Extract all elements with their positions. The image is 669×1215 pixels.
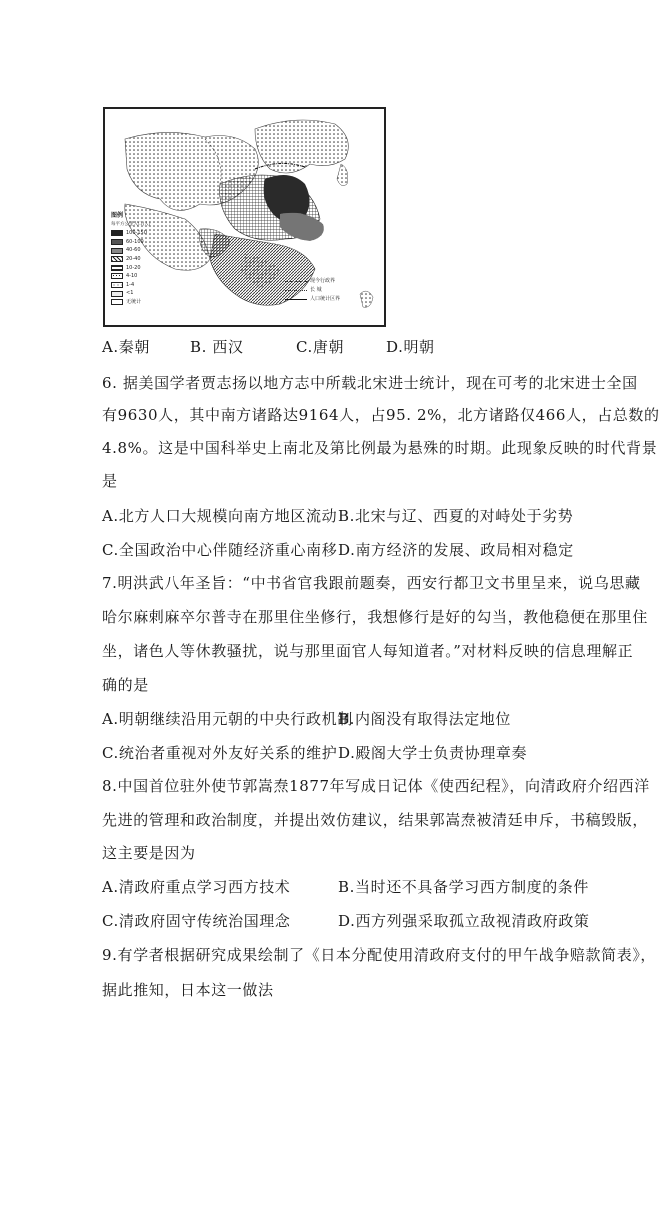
q7-stem-line: 确的是 [102,676,149,694]
q8-stem-line: 8.中国首位驻外使节郭嵩焘1877年写成日记体《使西纪程》，向清政府介绍西洋 [102,777,650,795]
legend-label: 4-10 [126,273,138,280]
q8-option-a: A.清政府重点学习西方技术 [102,878,291,896]
q5-option-a: A.秦朝 [102,338,151,356]
q9-stem-line: 9.有学者根据研究成果绘制了《日本分配使用清政府支付的甲午战争赔款简表》， [102,946,657,964]
legend-label: 20-40 [126,255,141,262]
q7-option-d: D.殿阁大学士负责协理章奏 [338,744,528,762]
q7-stem-line: 哈尔麻剌麻卒尔普寺在那里住坐修行，我想修行是好的勾当，教他稳便在那里住 [102,608,649,626]
legend-row [111,298,181,307]
legend-row [111,281,181,290]
q5-option-d: D.明朝 [386,338,435,356]
legend-label: 1-4 [126,281,135,288]
boundary-legend [285,277,380,304]
boundary-legend-label: 人口统计区界 [310,296,341,302]
population-density-map [103,107,386,327]
boundary-legend-row [285,295,380,304]
legend-label: 40-60 [126,247,141,254]
q6-stem-line: 6. 据美国学者贾志扬以地方志中所载北宋进士统计，现在可考的北宋进士全国 [102,374,638,392]
boundary-legend-label: 长 城 [310,287,322,293]
legend-subtitle: 每平方公里人口(人) [111,221,151,227]
q7-stem-line: 坐，诸色人等休教骚扰，说与那里面官人每知道者。”对材料反映的信息理解正 [102,642,634,660]
q7-option-b: B.内阁没有取得法定地位 [338,710,511,728]
q6-option-b: B.北宋与辽、西夏的对峙处于劣势 [338,507,574,525]
q7-stem-line: 7.明洪武八年圣旨：“中书省官我跟前题奏，西安行都卫文书里呈来，说乌思藏 [102,574,641,592]
q6-option-c: C.全国政治中心伴随经济重心南移 [102,541,338,559]
legend-row [111,246,181,255]
q5-option-c: C.唐朝 [296,338,345,356]
q8-stem-line: 先进的管理和政治制度，并提出效仿建议，结果郭嵩焘被清廷申斥，书稿毁版， [102,811,649,829]
q8-option-d: D.西方列强采取孤立敌视清政府政策 [338,912,590,930]
legend-label: 无统计 [126,298,142,305]
boundary-legend-row [285,277,380,286]
q6-stem-line: 有9630人，其中南方诸路达9164人，占95. 2%，北方诸路仅466人，占总数的 [102,406,660,424]
q6-option-d: D.南方经济的发展、政局相对稳定 [338,541,574,559]
q9-stem-line: 据此推知，日本这一做法 [102,981,274,999]
legend-label: 100-150 [126,230,147,237]
boundary-legend-label: 现今行政界 [310,278,336,284]
q6-stem-line: 是 [102,472,118,490]
legend-label: <1 [126,290,134,297]
legend-row [111,255,181,264]
q8-option-b: B.当时还不具备学习西方制度的条件 [338,878,589,896]
legend-row [111,289,181,298]
legend-row [111,238,181,247]
legend-row [111,264,181,273]
legend-row [111,272,181,281]
map-legend [111,212,181,307]
q8-stem-line: 这主要是因为 [102,844,196,862]
legend-title: 图例 [111,212,124,219]
legend-row [111,229,181,238]
boundary-legend-row [285,286,380,295]
q6-option-a: A.北方人口大规模向南方地区流动 [102,507,338,525]
legend-label: 10-20 [126,264,141,271]
q8-option-c: C.清政府固守传统治国理念 [102,912,291,930]
legend-label: 60-100 [126,238,144,245]
q5-option-b: B. 西汉 [190,338,244,356]
q6-stem-line: 4.8%。这是中国科举史上南北及第比例最为悬殊的时期。此现象反映的时代背景 [102,439,658,457]
q7-option-a: A.明朝继续沿用元朝的中央行政机制 [102,710,353,728]
q7-option-c: C.统治者重视对外友好关系的维护 [102,744,338,762]
